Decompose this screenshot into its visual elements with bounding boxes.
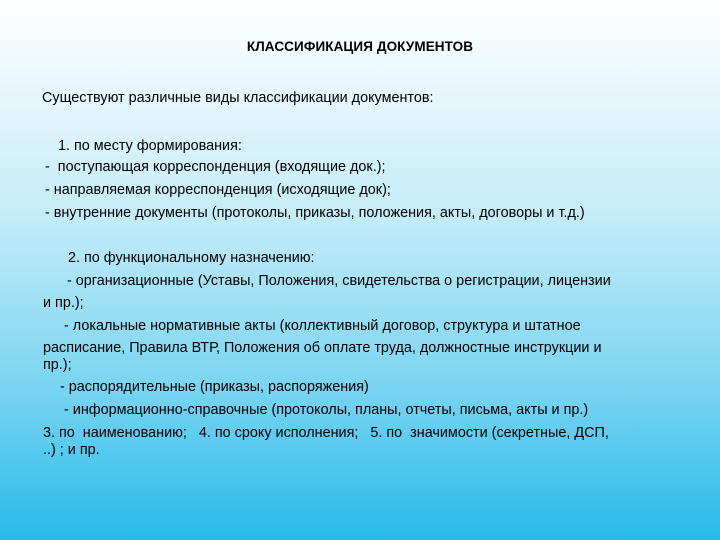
section2-line: и пр.);	[43, 295, 84, 311]
section1-item: - направляемая корреспонденция (исходящие док);	[45, 182, 391, 198]
section2-line: - организационные (Уставы, Положения, свидетельства о регистрации, лицензии	[67, 273, 611, 289]
section1-item: - поступающая корреспонденция (входящие док.);	[45, 159, 386, 175]
footer-line: 3. по наименованию; 4. по сроку исполнения; 5. по значимости (секретные, ДСП,	[43, 425, 609, 441]
section2-line: - распорядительные (приказы, распоряжения)	[60, 379, 369, 395]
intro-text: Существуют различные виды классификации документов:	[42, 90, 434, 106]
section2-line: - информационно-справочные (протоколы, планы, отчеты, письма, акты и пр.)	[64, 402, 589, 418]
section2-heading: 2. по функциональному назначению:	[68, 250, 315, 266]
section2-line: расписание, Правила ВТР, Положения об оплате труда, должностные инструкции и	[43, 340, 602, 356]
section1-heading: 1. по месту формирования:	[58, 138, 242, 154]
slide-title: КЛАССИФИКАЦИЯ ДОКУМЕНТОВ	[246, 39, 474, 54]
section2-line: - локальные нормативные акты (коллективный договор, структура и штатное	[64, 318, 581, 334]
footer-line: ..) ; и пр.	[43, 442, 100, 458]
section2-line: пр.);	[43, 357, 72, 373]
section1-item: - внутренние документы (протоколы, приказы, положения, акты, договоры и т.д.)	[45, 205, 585, 221]
